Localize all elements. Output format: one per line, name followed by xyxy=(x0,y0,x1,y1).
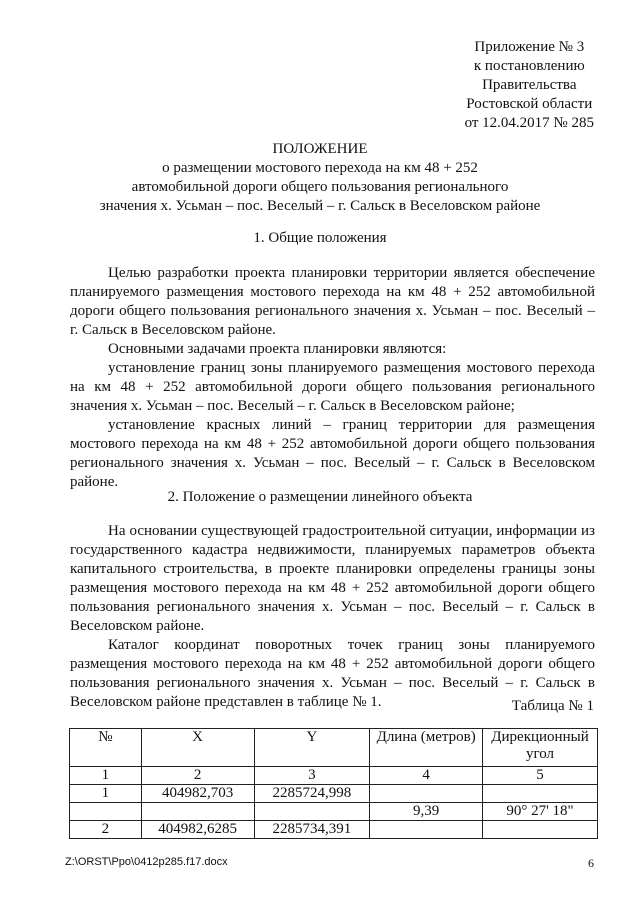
paragraph: Основными задачами проекта планировки являются: xyxy=(108,341,447,357)
table-cell: 2 xyxy=(70,821,142,839)
table-row xyxy=(70,821,598,839)
table-caption: Таблица № 1 xyxy=(511,698,594,714)
title-heading: ПОЛОЖЕНИЕ xyxy=(272,141,368,157)
table-cell xyxy=(141,803,254,821)
section-1-heading: 1. Общие положения xyxy=(253,230,387,246)
title-line: о размещении мостового перехода на км 48 + 252 xyxy=(162,160,478,176)
header-cell: № xyxy=(70,729,142,767)
paragraph: установление границ зоны планируемого размещения мостового перехода на км 48 + 252 автомобильной дороги общего пользования регионального значения х. Усьман – пос. Веселый – г. Сальск в Веселовском районе; xyxy=(70,360,595,414)
paragraph: Целью разработки проекта планировки территории является обеспечение планируемого размещения мостового перехода на км 48 + 252 автомобильной дороги общего пользования регионального значения х. Усьман – пос. Веселый – г. Сальск в Веселовском районе. xyxy=(70,265,595,338)
table-header-row xyxy=(70,729,598,767)
table-row xyxy=(70,785,598,803)
header-cell: Y xyxy=(254,729,370,767)
appendix-line: Ростовской области xyxy=(466,96,593,112)
table-cell xyxy=(254,803,370,821)
header-cell: Дирекционный угол xyxy=(483,729,598,767)
table-cell: 9,39 xyxy=(370,803,483,821)
table-cell xyxy=(483,785,598,803)
column-number-cell: 4 xyxy=(370,767,483,785)
section-1-body xyxy=(70,264,595,492)
table-cell xyxy=(370,785,483,803)
column-number-cell: 3 xyxy=(254,767,370,785)
table-row xyxy=(70,803,598,821)
table-cell xyxy=(70,803,142,821)
title-line: значения х. Усьман – пос. Веселый – г. Сальск в Веселовском районе xyxy=(99,198,541,214)
footer-file-path: Z:\ORST\Ppo\0412p285.f17.docx xyxy=(65,856,228,868)
title-line: автомобильной дороги общего пользования регионального xyxy=(131,179,509,195)
column-number-cell: 5 xyxy=(483,767,598,785)
appendix-line: Правительства xyxy=(482,77,577,93)
section-2-body xyxy=(70,522,595,712)
table-cell: 404982,6285 xyxy=(141,821,254,839)
document-title xyxy=(40,140,600,216)
coordinates-table xyxy=(69,728,598,839)
paragraph: установление красных линий – границ территории для размещения мостового перехода на км 48 + 252 автомобильной дороги общего пользования регионального значения х. Усьман – пос. Веселый – г. Сальск в Веселовском районе. xyxy=(70,417,595,490)
section-2-heading: 2. Положение о размещении линейного объекта xyxy=(167,489,473,505)
table-cell: 1 xyxy=(70,785,142,803)
column-number-row xyxy=(70,767,598,785)
appendix-line: от 12.04.2017 № 285 xyxy=(464,115,594,131)
paragraph: Каталог координат поворотных точек границ зоны планируемого размещения мостового перехода на км 48 + 252 автомобильной дороги общего пользования регионального значения х. Усьман – пос. Веселый – г. Сальск в Веселовском районе представлен в таблице № 1. xyxy=(70,637,595,710)
appendix-line: к постановлению xyxy=(473,58,585,74)
appendix-block xyxy=(465,38,594,133)
appendix-line: Приложение № 3 xyxy=(474,39,585,55)
table-cell: 2285734,391 xyxy=(254,821,370,839)
page-number: 6 xyxy=(588,856,594,870)
header-cell: Длина (метров) xyxy=(370,729,483,767)
table-cell xyxy=(370,821,483,839)
column-number-cell: 2 xyxy=(141,767,254,785)
table-cell: 90° 27' 18" xyxy=(483,803,598,821)
table-cell xyxy=(483,821,598,839)
column-number-cell: 1 xyxy=(70,767,142,785)
table-cell: 2285724,998 xyxy=(254,785,370,803)
table-cell: 404982,703 xyxy=(141,785,254,803)
header-cell: X xyxy=(141,729,254,767)
paragraph: На основании существующей градостроительной ситуации, информации из государственного кадастра недвижимости, планируемых параметров объекта капитального строительства, в проекте планировки определены границы зоны размещения мостового перехода на км 48 + 252 автомобильной дороги общего пользования регионального значения х. Усьман – пос. Веселый – г. Сальск в Веселовском районе. xyxy=(70,523,595,634)
